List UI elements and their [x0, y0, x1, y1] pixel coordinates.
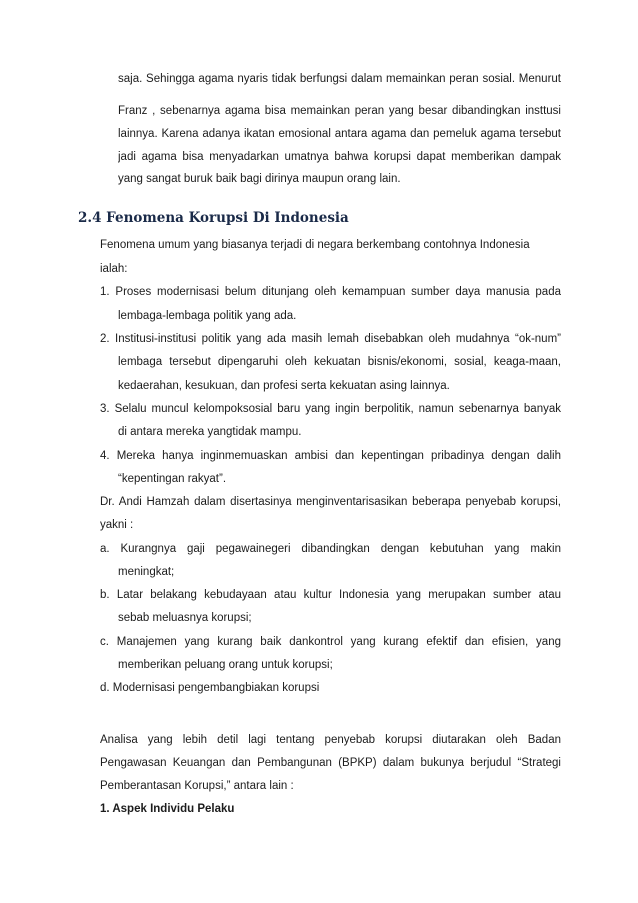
- paragraph-line: Pemberantasan Korupsi,” antara lain :: [100, 780, 294, 792]
- intro-line: jadi agama bisa menyadarkan umatnya bahwa korupsi dapat memberikan dampak: [118, 151, 561, 163]
- paragraph-line: yakni :: [100, 519, 134, 531]
- list-item-4-line-2: “kepentingan rakyat”.: [118, 473, 227, 485]
- list-item-b-line-1: b. Latar belakang kebudayaan atau kultur Indonesia yang merupakan sumber atau: [100, 589, 561, 601]
- paragraph-line: Analisa yang lebih detil lagi tentang penyebab korupsi diutarakan oleh Badan: [100, 734, 561, 746]
- paragraph-line: Pengawasan Keuangan dan Pembangunan (BPKP) dalam bukunya berjudul “Strategi: [100, 757, 561, 769]
- list-item-3-line-2: di antara mereka yangtidak mampu.: [118, 426, 302, 438]
- intro-line: lainnya. Karena adanya ikatan emosional antara agama dan pemeluk agama tersebut: [118, 128, 561, 140]
- list-item-2-line-1: 2. Institusi-institusi politik yang ada masih lemah disebabkan oleh mudahnya “ok-num”: [100, 333, 561, 345]
- list-item-1-line-1: 1. Proses modernisasi belum ditunjang oleh kemampuan sumber daya manusia pada: [100, 286, 561, 298]
- paragraph-line: Dr. Andi Hamzah dalam disertasinya menginventarisasikan beberapa penyebab korupsi,: [100, 496, 561, 508]
- list-item-2-line-2: lembaga tersebut dipengaruhi oleh kekuatan bisnis/ekonomi, sosial, keaga-maan,: [118, 356, 561, 368]
- list-item-c-line-2: memberikan peluang orang untuk korupsi;: [118, 659, 333, 671]
- subheading: 1. Aspek Individu Pelaku: [100, 803, 235, 815]
- intro-line: yang sangat buruk baik bagi dirinya maupun orang lain.: [118, 173, 401, 185]
- section-heading: 2.4 Fenomena Korupsi Di Indonesia: [78, 210, 349, 226]
- paragraph-line: ialah:: [100, 263, 128, 275]
- list-item-1-line-2: lembaga-lembaga politik yang ada.: [118, 310, 297, 322]
- intro-line: Franz , sebenarnya agama bisa memainkan peran yang besar dibandingkan insttusi: [118, 105, 561, 117]
- list-item-c-line-1: c. Manajemen yang kurang baik dankontrol yang kurang efektif dan efisien, yang: [100, 636, 561, 648]
- list-item-a-line-1: a. Kurangnya gaji pegawainegeri dibandingkan dengan kebutuhan yang makin: [100, 543, 561, 555]
- intro-line: saja. Sehingga agama nyaris tidak berfungsi dalam memainkan peran sosial. Menurut: [118, 73, 561, 85]
- list-item-3-line-1: 3. Selalu muncul kelompoksosial baru yang ingin berpolitik, namun sebenarnya banyak: [100, 403, 561, 415]
- list-item-b-line-2: sebab meluasnya korupsi;: [118, 612, 252, 624]
- list-item-2-line-3: kedaerahan, kesukuan, dan profesi serta kekuatan asing lainnya.: [118, 380, 450, 392]
- paragraph-line: Fenomena umum yang biasanya terjadi di negara berkembang contohnya Indonesia: [100, 239, 530, 251]
- list-item-a-line-2: meningkat;: [118, 566, 175, 578]
- list-item-d-line-1: d. Modernisasi pengembangbiakan korupsi: [100, 682, 320, 694]
- list-item-4-line-1: 4. Mereka hanya inginmemuaskan ambisi dan kepentingan pribadinya dengan dalih: [100, 450, 561, 462]
